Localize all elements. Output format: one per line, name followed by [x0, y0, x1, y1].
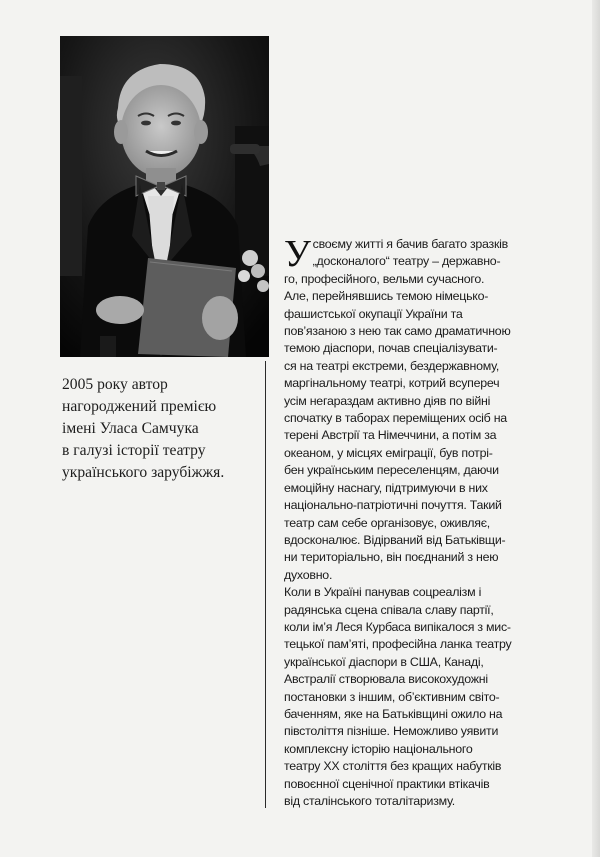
body-text	[284, 233, 574, 810]
body-line: го, професійного, вельми сучасного.	[284, 271, 485, 286]
body-line: темою діаспори, почав спеціалізувати-	[284, 341, 498, 356]
vertical-divider-line	[265, 361, 266, 808]
page-edge	[592, 0, 600, 857]
caption-line: нагороджений премією	[62, 398, 217, 415]
body-line: ни територіально, він поєднаний з нею	[284, 550, 499, 565]
caption-line: українського зарубіжжя.	[62, 464, 225, 481]
body-line: від сталінського тоталітаризму.	[284, 794, 455, 808]
body-line: повоєнної сценічної практики втікачів	[284, 776, 490, 791]
body-line: театр сам себе організовує, оживляє,	[284, 515, 490, 530]
body-line: бен українським переселенцям, даючи	[284, 463, 499, 478]
body-line: Коли в Україні панував соцреалізм і	[284, 585, 482, 600]
body-line: терені Австрії та Німеччини, а потім за	[284, 428, 497, 443]
body-line: тецької пам’яті, професійна ланка театру	[284, 637, 512, 652]
portrait-illustration	[60, 36, 269, 357]
body-line: півстоліття пізніше. Неможливо уявити	[284, 724, 499, 739]
caption-line: імені Уласа Самчука	[62, 420, 199, 437]
body-line: спочатку в таборах переміщених осіб на	[284, 411, 507, 426]
body-line: коли ім’я Леся Курбаса випікалося з мис-	[284, 619, 511, 634]
body-line: радянська сцена співала славу партії,	[284, 602, 494, 617]
body-line: комплексну історію національного	[284, 741, 473, 756]
body-line: духовно.	[284, 567, 333, 582]
body-line: національно-патріотичні почуття. Такий	[284, 498, 502, 513]
body-line: вдосконалює. Відірваний від Батьківщи-	[284, 532, 506, 547]
caption-line: в галузі історії театру	[62, 442, 206, 459]
body-line: пов’язаною з нею так само драматичною	[284, 324, 511, 339]
body-line: Але, перейнявшись темою німецько-	[284, 289, 489, 304]
author-portrait-photo	[60, 36, 269, 357]
body-line: маргінальному театрі, котрий всупереч	[284, 376, 500, 391]
drop-cap: У	[284, 233, 311, 275]
body-line: емоційну наснагу, підтримуючи в них	[284, 480, 488, 495]
body-line: фашистської окупації України та	[284, 306, 463, 321]
body-line: своєму житті я бачив багато зразків	[312, 237, 508, 251]
body-line: баченням, яке на Батьківщині ожило на	[284, 706, 503, 721]
body-line: „досконалого“ театру – державно-	[312, 254, 501, 269]
body-line: океаном, у місцях еміграції, був потрі-	[284, 445, 493, 460]
body-line: театру XX століття без кращих набутків	[284, 759, 502, 774]
body-line: усім негараздам активно діяв по війні	[284, 393, 491, 408]
body-line: української діаспори в США, Канаді,	[284, 654, 484, 669]
body-line: ся на театрі екстреми, бездержавному,	[284, 358, 500, 373]
body-line: Австралії створювала високохудожні	[284, 672, 488, 687]
caption-line: 2005 року автор	[62, 376, 168, 393]
photo-caption	[62, 374, 267, 484]
body-line: постановки з іншим, об’єктивним світо-	[284, 689, 500, 704]
